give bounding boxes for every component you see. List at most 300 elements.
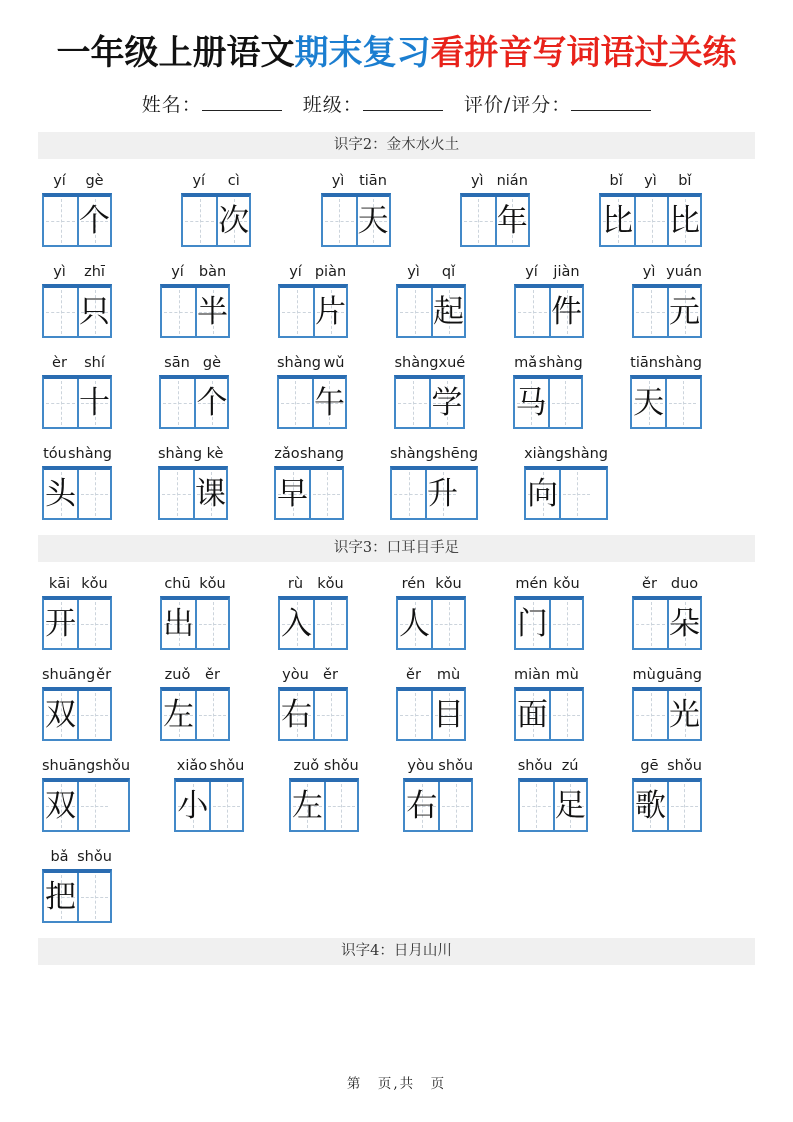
empty-practice-cell [77,600,110,648]
score-field-group [464,94,651,116]
pinyin-line [599,171,702,191]
empty-practice-cell [516,288,549,336]
pinyin-line [42,574,112,594]
pinyin-line [42,262,112,282]
pinyin-syllable: bǎ [50,849,69,865]
pinyin-syllable: kǒu [553,576,580,592]
character-glyph: 双 [45,696,76,733]
empty-practice-cell [634,691,667,739]
empty-practice-cell [667,782,700,830]
character-cell [280,600,313,648]
empty-practice-cell [396,379,429,427]
character-grid [632,596,702,650]
pinyin-syllable: shǒu [517,758,553,774]
pinyin-syllable: yì [642,264,656,280]
character-grid [42,778,130,832]
pinyin-line [321,171,391,191]
pinyin-syllable: shǒu [323,758,359,774]
character-grid [514,596,584,650]
pinyin-line [390,444,478,464]
word-item [518,756,588,832]
word-item [42,756,130,832]
character-grid [390,466,478,520]
character-glyph: 次 [218,202,250,239]
empty-practice-cell [398,288,431,336]
section-header-bar [38,535,755,562]
character-glyph: 十 [79,384,110,421]
word-item [278,574,348,650]
character-glyph: 光 [669,696,700,733]
character-grid [599,193,702,247]
word-item [630,353,702,429]
character-glyph: 人 [399,605,430,642]
pinyin-syllable: yí [525,264,538,280]
character-glyph: 起 [433,293,464,330]
empty-practice-cell [313,691,346,739]
character-cell [667,600,700,648]
word-item [514,665,584,741]
word-item [390,444,478,520]
character-glyph: 歌 [634,787,666,824]
pinyin-syllable: tiān [359,173,387,189]
character-glyph: 向 [527,475,559,512]
pinyin-line [518,756,588,776]
page-title [0,0,793,76]
character-glyph: 入 [281,605,312,642]
pinyin-syllable: bǐ [678,173,692,189]
word-item [160,262,230,338]
character-cell [516,600,549,648]
word-item [514,574,584,650]
page-footer: 第 页,共 页 [346,1076,447,1092]
character-glyph: 左 [291,787,323,824]
empty-practice-cell [195,600,228,648]
pinyin-syllable: guāng [656,667,702,683]
character-cell [44,691,77,739]
character-grid [524,466,608,520]
character-grid [160,596,230,650]
empty-practice-cell [392,470,425,518]
character-cell [176,782,209,830]
pinyin-syllable: yì [331,173,345,189]
character-glyph: 出 [163,605,194,642]
pinyin-syllable: shang [299,446,344,462]
character-glyph: 小 [177,787,209,824]
pinyin-syllable: shuāng [42,667,96,683]
character-cell [431,288,464,336]
pinyin-line [632,756,702,776]
character-grid [513,375,583,429]
character-cell [429,379,462,427]
pinyin-line [632,262,702,282]
empty-practice-cell [279,379,312,427]
pinyin-line [513,353,583,373]
title-part-practice: 看拼音写词语过关练 [430,33,737,73]
character-glyph: 天 [357,202,389,239]
character-glyph: 把 [45,878,76,915]
empty-practice-cell [77,470,110,518]
character-glyph: 头 [45,475,76,512]
pinyin-syllable: ěr [406,667,421,683]
character-grid [321,193,391,247]
character-glyph: 足 [554,787,586,824]
character-cell [549,288,582,336]
word-item [396,574,466,650]
pinyin-syllable: tóu [43,446,67,462]
character-glyph: 门 [517,605,548,642]
name-field-group [142,94,282,116]
character-grid [460,193,530,247]
pinyin-syllable: shàng [538,355,583,371]
title-part-grade: 一年级上册语文 [56,33,295,73]
pinyin-syllable: mén [515,576,548,592]
word-item [174,756,244,832]
pinyin-syllable: zhī [84,264,105,280]
character-cell [276,470,309,518]
score-label: 评价/评分： [463,94,572,116]
pinyin-line [42,171,112,191]
character-cell [313,288,346,336]
student-info-line [0,90,793,120]
character-glyph: 元 [669,293,700,330]
word-item [278,665,348,741]
empty-practice-cell [77,782,110,830]
pinyin-syllable: ěr [96,667,112,683]
pinyin-syllable: kǒu [317,576,344,592]
pinyin-syllable: rén [401,576,426,592]
empty-practice-cell [462,197,495,245]
character-cell [44,873,77,921]
word-item [632,574,702,650]
character-glyph: 年 [496,202,528,239]
pinyin-line [514,665,584,685]
character-cell [405,782,438,830]
pinyin-syllable: qǐ [441,264,456,280]
character-grid [630,375,702,429]
empty-practice-cell [634,600,667,648]
character-cell [553,782,586,830]
pinyin-line [514,574,584,594]
character-cell [398,600,431,648]
pinyin-syllable: zuǒ [293,758,320,774]
character-grid [632,687,702,741]
pinyin-syllable: yí [53,173,66,189]
character-glyph: 早 [277,475,308,512]
character-glyph: 开 [45,605,76,642]
character-cell [667,288,700,336]
character-grid [396,687,466,741]
character-grid [174,778,244,832]
character-grid [160,687,230,741]
pinyin-syllable: duo [670,576,699,592]
pinyin-syllable: ěr [323,667,338,683]
pinyin-syllable: yì [470,173,484,189]
empty-practice-cell [431,600,464,648]
character-grid [42,687,112,741]
character-grid [514,687,584,741]
character-glyph: 比 [669,202,700,239]
character-glyph: 左 [163,696,194,733]
pinyin-syllable: xué [438,355,466,371]
character-cell [632,379,665,427]
character-grid [289,778,359,832]
pinyin-syllable: mǎ [514,355,538,371]
character-cell [77,288,110,336]
character-glyph: 个 [79,202,110,239]
pinyin-syllable: shàng [390,446,435,462]
character-glyph: 件 [551,293,582,330]
character-cell [495,197,528,245]
character-cell [601,197,634,245]
character-cell [216,197,249,245]
pinyin-line [632,574,702,594]
character-grid [632,284,702,338]
character-cell [162,600,195,648]
empty-practice-cell [324,782,357,830]
empty-practice-cell [398,691,431,739]
character-grid [42,869,112,923]
name-label: 姓名： [141,94,202,116]
character-glyph: 右 [281,696,312,733]
character-cell [425,470,458,518]
pinyin-syllable: gè [202,355,222,371]
pinyin-line [514,262,584,282]
pinyin-line [630,353,702,373]
character-grid [160,284,230,338]
pinyin-syllable: piàn [314,264,347,280]
section-header-bar [38,938,755,965]
character-glyph: 朵 [669,605,700,642]
empty-practice-cell [195,691,228,739]
character-cell [77,379,110,427]
character-grid [158,466,228,520]
character-glyph: 个 [196,384,228,421]
word-item [42,444,112,520]
section-title: 识字3：口耳目手足 [333,540,460,556]
character-grid [181,193,251,247]
section-header-bar [38,132,755,159]
pinyin-syllable: shàng [158,446,203,462]
character-glyph: 课 [195,475,226,512]
character-cell [667,197,700,245]
pinyin-syllable: nián [496,173,528,189]
pinyin-line [181,171,251,191]
word-item [632,756,702,832]
character-cell [162,691,195,739]
pinyin-syllable: shàng [276,355,321,371]
empty-practice-cell [520,782,553,830]
empty-practice-cell [634,197,667,245]
word-item [394,353,465,429]
empty-practice-cell [634,288,667,336]
pinyin-line [394,353,465,373]
word-item [42,171,112,247]
pinyin-line [42,665,112,685]
empty-practice-cell [323,197,356,245]
character-grid [396,596,466,650]
class-field-group [303,94,443,116]
pinyin-syllable: ěr [642,576,657,592]
pinyin-syllable: shuāng [42,758,96,774]
pinyin-line [632,665,702,685]
empty-practice-cell [162,288,195,336]
empty-practice-cell [549,691,582,739]
pinyin-syllable: jiàn [553,264,580,280]
pinyin-line [42,756,130,776]
pinyin-syllable: shǒu [95,758,131,774]
empty-practice-cell [77,691,110,739]
word-item [632,665,702,741]
title-part-review: 期末复习 [294,33,431,73]
character-cell [77,197,110,245]
character-cell [667,691,700,739]
score-blank-line [571,93,651,111]
empty-practice-cell [160,470,193,518]
pinyin-line [289,756,359,776]
pinyin-syllable: shàng [563,446,609,462]
character-grid [396,284,466,338]
pinyin-line [278,665,348,685]
pinyin-line [460,171,530,191]
character-glyph: 面 [517,696,548,733]
pinyin-syllable: gē [640,758,659,774]
pinyin-line [42,444,112,464]
word-item [524,444,608,520]
empty-practice-cell [548,379,581,427]
character-grid [42,193,112,247]
pinyin-syllable: mù [632,667,656,683]
character-grid [278,687,348,741]
character-glyph: 学 [431,384,463,421]
character-glyph: 半 [197,293,228,330]
word-item [158,444,228,520]
empty-practice-cell [665,379,698,427]
pinyin-line [396,665,466,685]
word-item [289,756,359,832]
empty-practice-cell [209,782,242,830]
pinyin-line [160,262,230,282]
empty-practice-cell [280,288,313,336]
pinyin-syllable: kè [206,446,224,462]
pinyin-syllable: xiàng [524,446,564,462]
character-grid [632,778,702,832]
pinyin-syllable: mù [436,667,461,683]
pinyin-syllable: yì [53,264,66,280]
pinyin-syllable: shàng [67,446,112,462]
word-row [42,847,702,923]
pinyin-syllable: yí [171,264,184,280]
character-grid [278,284,348,338]
character-cell [431,691,464,739]
pinyin-syllable: shǒu [209,758,245,774]
empty-practice-cell [549,600,582,648]
pinyin-syllable: shí [84,355,105,371]
pinyin-line [278,574,348,594]
pinyin-syllable: zú [561,758,579,774]
character-glyph: 天 [633,384,665,421]
character-cell [356,197,389,245]
word-item [42,353,112,429]
character-cell [280,691,313,739]
word-item [321,171,391,247]
word-row [42,353,702,429]
pinyin-syllable: tiān [630,355,658,371]
pinyin-syllable: yì [644,173,657,189]
word-item [403,756,473,832]
word-item [513,353,583,429]
character-cell [515,379,548,427]
empty-practice-cell [44,288,77,336]
word-row [42,171,702,247]
character-grid [278,596,348,650]
character-glyph: 午 [313,384,345,421]
character-glyph: 比 [602,202,633,239]
pinyin-line [396,262,466,282]
word-item [42,665,112,741]
pinyin-syllable: ěr [205,667,220,683]
empty-practice-cell [161,379,194,427]
section-title: 识字4：日月山川 [341,943,452,959]
word-item [274,444,344,520]
word-item [396,665,466,741]
character-cell [526,470,559,518]
pinyin-syllable: chū [164,576,191,592]
empty-practice-cell [559,470,592,518]
empty-practice-cell [44,197,77,245]
word-row [42,574,702,650]
character-grid [277,375,347,429]
empty-practice-cell [44,379,77,427]
pinyin-syllable: kǒu [435,576,462,592]
word-item [632,262,702,338]
pinyin-syllable: mù [555,667,579,683]
pinyin-line [42,353,112,373]
class-label: 班级： [302,94,363,116]
character-grid [518,778,588,832]
word-item [396,262,466,338]
pinyin-line [403,756,473,776]
pinyin-syllable: shàng [657,355,702,371]
pinyin-syllable: yì [407,264,420,280]
word-item [42,262,112,338]
character-grid [394,375,465,429]
pinyin-syllable: shǒu [667,758,702,774]
character-grid [159,375,229,429]
pinyin-line [524,444,608,464]
section-title: 识字2：金木水火土 [333,137,460,153]
pinyin-syllable: xiǎo [176,758,208,774]
empty-practice-cell [313,600,346,648]
empty-practice-cell [309,470,342,518]
pinyin-line [160,574,230,594]
pinyin-line [160,665,230,685]
character-cell [291,782,324,830]
character-glyph: 升 [427,475,458,512]
pinyin-line [174,756,244,776]
pinyin-syllable: yí [192,173,206,189]
word-item [278,262,348,338]
pinyin-syllable: shǒu [77,849,112,865]
character-cell [634,782,667,830]
pinyin-syllable: yuán [666,264,702,280]
pinyin-syllable: rù [287,576,304,592]
character-glyph: 马 [515,384,547,421]
word-item [42,847,112,923]
class-blank-line [363,93,443,111]
character-grid [403,778,473,832]
word-row [42,444,702,520]
word-item [514,262,584,338]
